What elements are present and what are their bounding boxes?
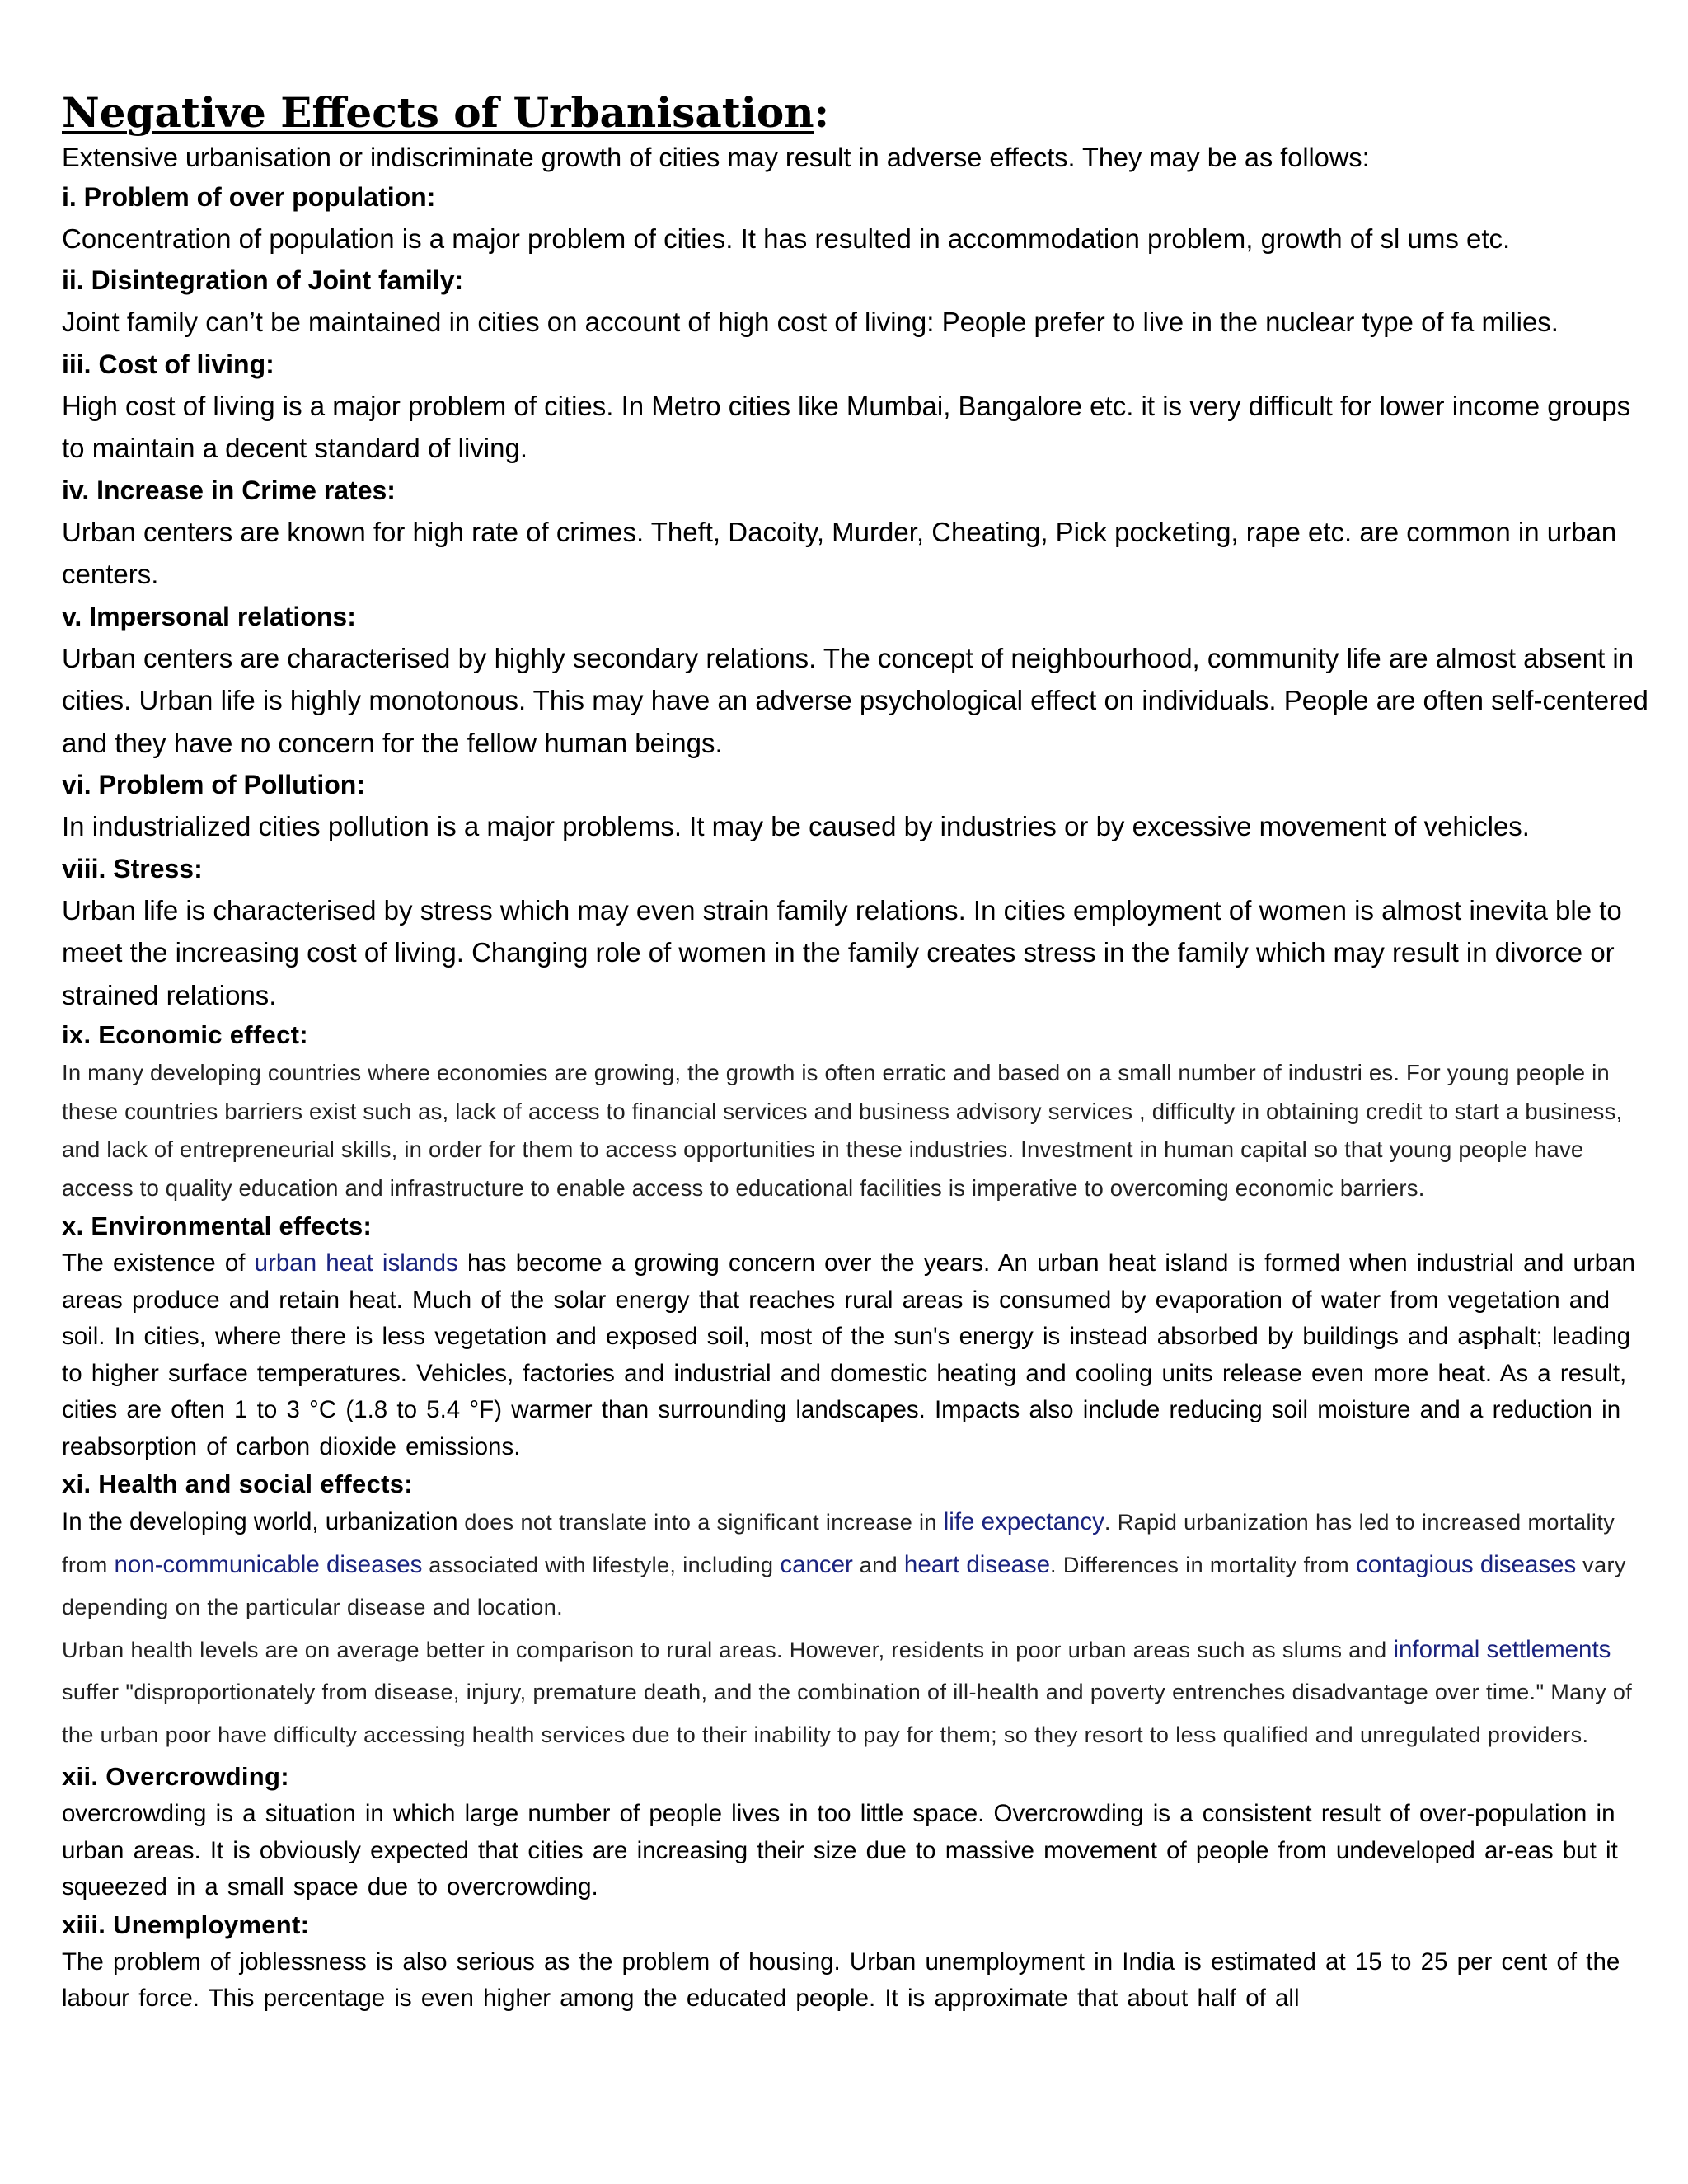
health-paragraph-1	[62, 1503, 1648, 1631]
section-body: Joint family can’t be maintained in cities on account of high cost of living: People prefer to live in the nuclear type of fa milies.	[62, 307, 1559, 337]
body-text: . Rapid urbanization has led to increased mortality from	[62, 1510, 1615, 1577]
section-heading: i. Problem of over population:	[62, 181, 436, 212]
body-text: does not translate into a significant increase in	[457, 1510, 944, 1535]
non-communicable-diseases-link[interactable]: non-communicable diseases	[114, 1550, 423, 1578]
section-body: The problem of joblessness is also serious as the problem of housing. Urban unemployment in India is estimated at 15 to 25 per cent of the labour force. This percentage is even higher among the educated people. It is approximate that about half of all	[62, 1947, 1620, 2012]
section-economic-effect	[62, 1016, 1648, 1207]
section-heading: ii. Disintegration of Joint family:	[62, 265, 464, 295]
section-heading: vi. Problem of Pollution:	[62, 770, 365, 799]
life-expectancy-link[interactable]: life expectancy	[943, 1508, 1104, 1535]
informal-settlements-link[interactable]: informal settlements	[1393, 1635, 1611, 1663]
section-unemployment	[62, 1906, 1648, 2018]
body-text: Urban health levels are on average better in comparison to rural areas. However, residents in poor urban areas such as slums and	[62, 1637, 1394, 1662]
section-crime-rates	[62, 470, 1648, 596]
title-text: Negative Effects of Urbanisation	[62, 88, 814, 137]
urban-heat-islands-link[interactable]: urban heat islands	[254, 1249, 458, 1277]
section-heading: viii. Stress:	[62, 853, 203, 883]
section-body: Concentration of population is a major problem of cities. It has resulted in accommodation problem, growth of sl ums etc.	[62, 223, 1511, 254]
body-text: In the developing world, urbanization	[62, 1508, 458, 1535]
section-body: In many developing countries where economies are growing, the growth is often erratic and based on a small number of industri es. For young people in these countries barriers exist such as, lack of access to financial services and business advisory services , difficulty in obtaining credit to start a business, and lack of entrepreneurial skills, in order for them to access opportunities in these industries. Investment in human capital so that young people have access to quality education and infrastructure to enable access to educational facilities is imperative to overcoming economic barriers.	[62, 1060, 1623, 1201]
section-joint-family	[62, 260, 1648, 344]
section-cost-of-living	[62, 344, 1648, 470]
section-impersonal-relations	[62, 596, 1648, 765]
section-body: Urban centers are known for high rate of crimes. Theft, Dacoity, Murder, Cheating, Pick pocketing, rape etc. are common in urban centers.	[62, 516, 1617, 589]
section-overcrowding	[62, 1758, 1648, 1906]
body-text: associated with lifestyle, including	[422, 1552, 781, 1577]
body-text: The existence of	[62, 1249, 255, 1277]
contagious-diseases-link[interactable]: contagious diseases	[1355, 1550, 1577, 1578]
section-body: In industrialized cities pollution is a major problems. It may be caused by industries or by excessive movement of vehicles.	[62, 811, 1530, 841]
section-heading: xi. Health and social effects:	[62, 1469, 413, 1498]
page-title	[62, 89, 1648, 137]
section-body: Urban centers are characterised by highly secondary relations. The concept of neighbourhood, community life are almost absent in cities. Urban life is highly monotonous. This may have an adverse psychological effect on individuals. People are often self-centered and they have no concern for the fellow human beings.	[62, 642, 1648, 758]
section-body	[62, 1245, 1648, 1465]
section-pollution	[62, 764, 1648, 848]
title-colon: :	[814, 88, 830, 137]
section-heading: xiii. Unemployment:	[62, 1910, 310, 1939]
section-stress	[62, 848, 1648, 1017]
body-text: suffer "disproportionately from disease, injury, premature death, and the combination of ill-health and poverty entrenches disadvantage over time." Many of the urban poor have difficulty accessing health services due to their inability to pay for them; so they resort to less qualified and unregulated providers.	[62, 1680, 1633, 1747]
section-overpopulation	[62, 176, 1648, 260]
health-paragraph-2	[62, 1631, 1648, 1759]
section-heading: xii. Overcrowding:	[62, 1762, 289, 1791]
cancer-link[interactable]: cancer	[780, 1550, 853, 1578]
body-text: has become a growing concern over the years. An urban heat island is formed when industrial and urban areas produce and retain heat. Much of the solar energy that reaches rural areas is consumed by evaporation of water from vegetation and soil. In cities, where there is less vegetation and exposed soil, most of the sun's energy is instead absorbed by buildings and asphalt; leading to higher surface temperatures. Vehicles, factories and industrial and domestic heating and cooling units release even more heat. As a result, cities are often 1 to 3 °C (1.8 to 5.4 °F) warmer than surrounding landscapes. Impacts also include reducing soil moisture and a reduction in reabsorption of carbon dioxide emissions.	[62, 1249, 1635, 1460]
section-body: High cost of living is a major problem of cities. In Metro cities like Mumbai, Bangalore etc. it is very difficult for lower income groups to maintain a decent standard of living.	[62, 390, 1631, 463]
heart-disease-link[interactable]: heart disease	[903, 1550, 1051, 1578]
section-body: overcrowding is a situation in which large number of people lives in too little space. Overcrowding is a consistent result of over-population in urban areas. It is obviously expected that cities are increasing their size due to massive movement of people from undeveloped ar-eas but it squeezed in a small space due to overcrowding.	[62, 1800, 1618, 1900]
body-text: . Differences in mortality from	[1050, 1552, 1356, 1577]
section-heading: x. Environmental effects:	[62, 1212, 373, 1240]
intro-paragraph: Extensive urbanisation or indiscriminate growth of cities may result in adverse effects. They may be as follows:	[62, 142, 1370, 172]
section-heading: v. Impersonal relations:	[62, 601, 356, 631]
section-heading: ix. Economic effect:	[62, 1020, 308, 1049]
document-page	[62, 89, 1648, 2018]
body-text: vary depending on the particular disease and location.	[62, 1552, 1626, 1619]
section-heading: iv. Increase in Crime rates:	[62, 475, 396, 505]
section-heading: iii. Cost of living:	[62, 349, 274, 379]
section-health-social-effects	[62, 1465, 1648, 1758]
section-environmental-effects	[62, 1207, 1648, 1465]
section-body: Urban life is characterised by stress which may even strain family relations. In cities employment of women is almost inevita ble to meet the increasing cost of living. Changing role of women in the family creates stress in the family which may result in divorce or strained relations.	[62, 894, 1622, 1010]
body-text: and	[852, 1552, 904, 1577]
